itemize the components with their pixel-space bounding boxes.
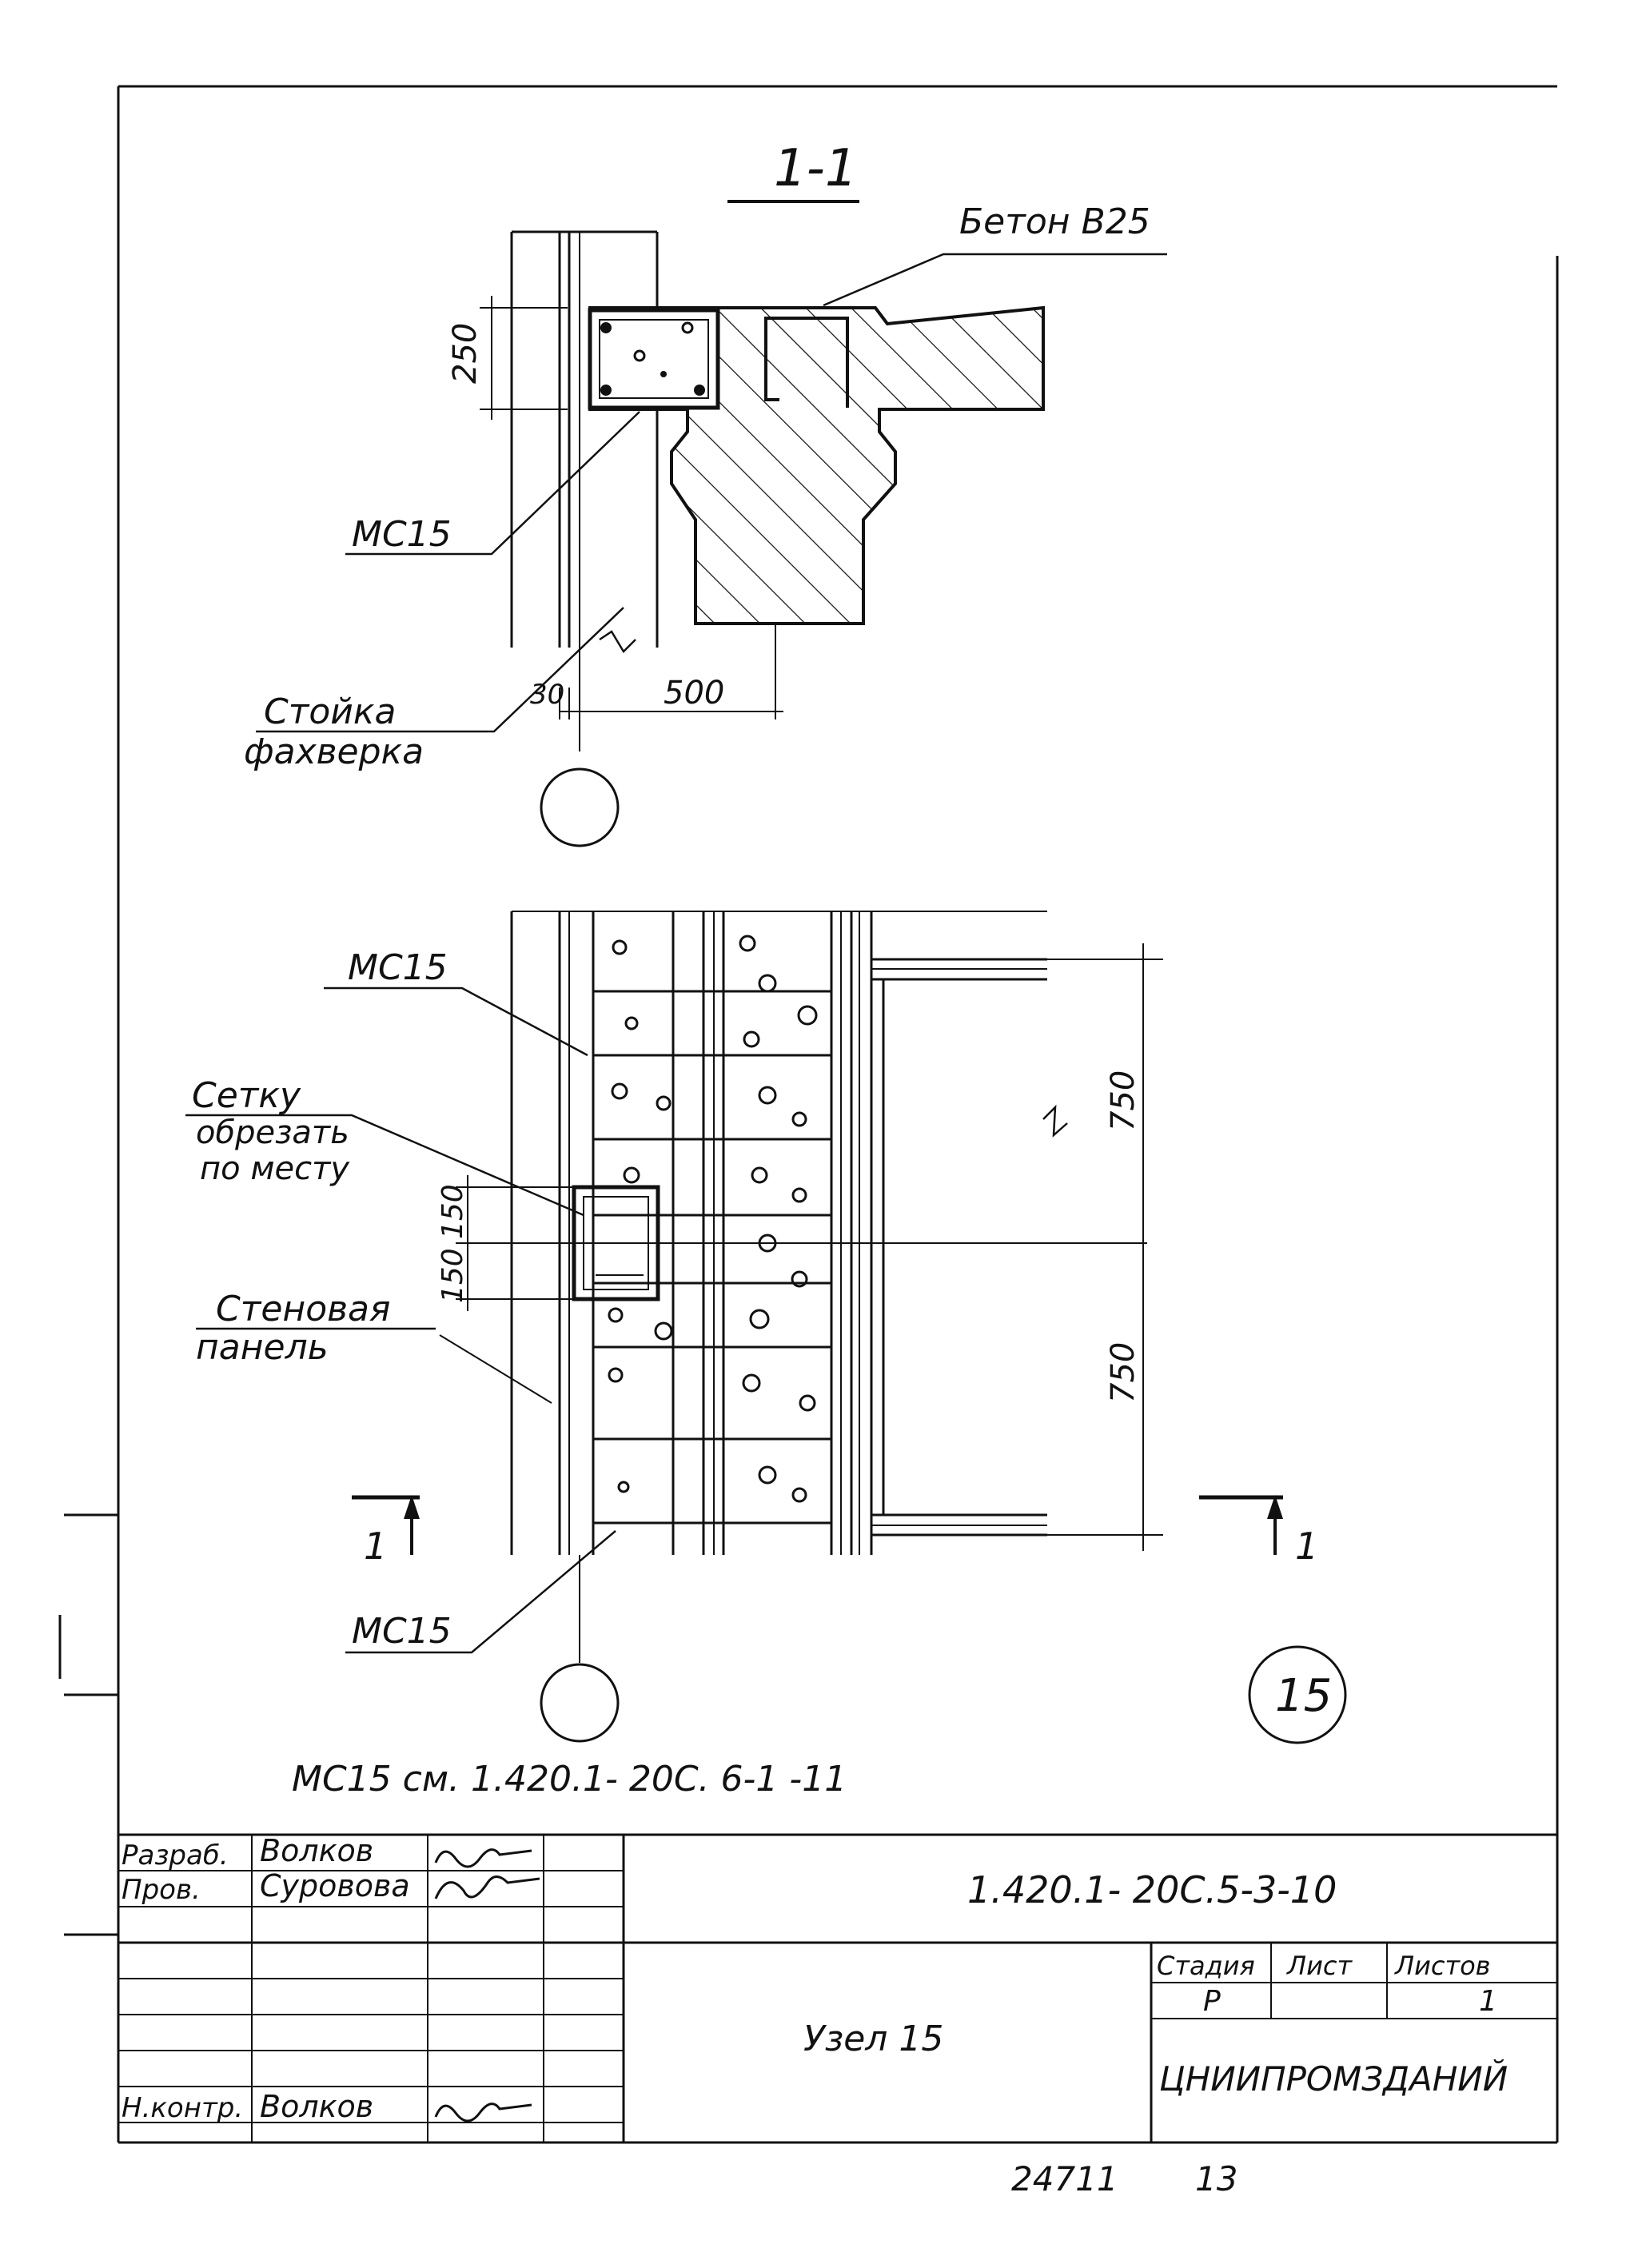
section-1-1 bbox=[244, 139, 1167, 846]
cut-marker-left: 1 bbox=[364, 1525, 388, 1568]
signature-checker bbox=[436, 1877, 540, 1899]
mesh-note-3: по месту bbox=[200, 1150, 350, 1187]
role-norm: Н.контр. bbox=[122, 2092, 244, 2124]
elevation-view bbox=[185, 911, 1345, 1743]
name-developer: Волков bbox=[260, 1833, 374, 1868]
sheet-title: Узел 15 bbox=[803, 2019, 944, 2059]
mesh-note-2: обрезать bbox=[196, 1114, 349, 1151]
dim-150-b: 150 bbox=[436, 1248, 469, 1303]
panel-label-2: панель bbox=[196, 1327, 329, 1368]
axis-marker-top bbox=[541, 769, 618, 846]
sheets-value: 1 bbox=[1479, 1985, 1497, 2018]
cut-marker-right: 1 bbox=[1295, 1525, 1319, 1568]
dim-500: 500 bbox=[664, 675, 725, 711]
section-title: 1-1 bbox=[774, 139, 858, 198]
doc-code: 1.420.1- 20С.5-3-10 bbox=[967, 1868, 1337, 1911]
dim-250: 250 bbox=[447, 322, 484, 384]
panel-label-1: Стеновая bbox=[216, 1289, 391, 1329]
mc15-bottom-label: МС15 bbox=[352, 1611, 452, 1652]
stage-value: Р bbox=[1203, 1985, 1221, 2018]
sheet-header: Лист bbox=[1287, 1951, 1353, 1981]
title-block bbox=[118, 1833, 1557, 2142]
role-developer: Разраб. bbox=[122, 1840, 229, 1871]
mc15-top-label: МС15 bbox=[348, 947, 448, 988]
organization: ЦНИИПРОМЗДАНИЙ bbox=[1159, 2059, 1509, 2099]
mc15-section-label: МС15 bbox=[352, 514, 452, 555]
signature-norm bbox=[436, 2104, 532, 2121]
dim-750-bottom: 750 bbox=[1105, 1341, 1142, 1403]
archive-number: 24711 bbox=[1011, 2159, 1118, 2198]
mesh-note-1: Сетку bbox=[192, 1075, 301, 1116]
role-checker: Пров. bbox=[122, 1874, 201, 1906]
concrete-texture bbox=[609, 936, 816, 1501]
post-label-2: фахверка bbox=[244, 731, 424, 772]
sheets-header: Листов bbox=[1395, 1951, 1491, 1981]
name-checker: Суровова bbox=[260, 1868, 410, 1903]
concrete-label: Бетон В25 bbox=[959, 201, 1150, 242]
name-norm: Волков bbox=[260, 2089, 374, 2124]
signature-developer bbox=[436, 1850, 532, 1867]
dim-750-top: 750 bbox=[1105, 1070, 1142, 1131]
page-number: 13 bbox=[1195, 2159, 1238, 2198]
dim-30: 30 bbox=[530, 679, 565, 711]
post-label-1: Стойка bbox=[264, 692, 397, 732]
axis-marker-bottom bbox=[541, 1664, 618, 1741]
reference-note: МС15 см. 1.420.1- 20С. 6-1 -11 bbox=[292, 1759, 847, 1800]
node-number: 15 bbox=[1275, 1670, 1333, 1722]
stage-header: Стадия bbox=[1157, 1951, 1255, 1981]
dim-150-a: 150 bbox=[436, 1184, 469, 1239]
